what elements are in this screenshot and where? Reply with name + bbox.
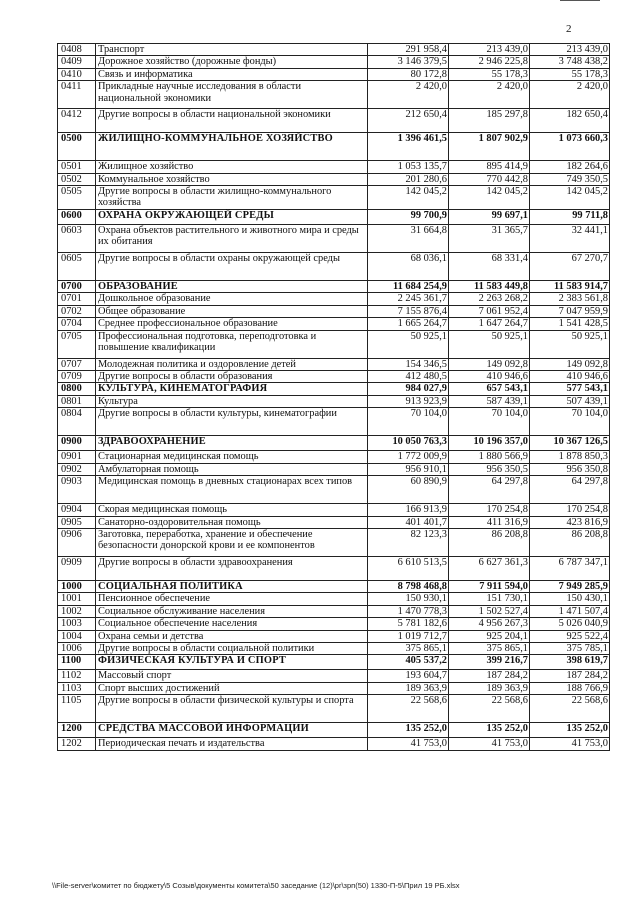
row-value-3: 11 583 914,7 (530, 281, 610, 293)
row-value-1: 375 865,1 (368, 642, 449, 654)
row-value-2: 41 753,0 (449, 738, 530, 750)
row-value-2: 7 061 952,4 (449, 305, 530, 317)
row-value-3: 5 026 040,9 (530, 618, 610, 630)
row-value-1: 3 146 379,5 (368, 56, 449, 68)
row-code: 0700 (58, 281, 96, 293)
row-value-3: 67 270,7 (530, 253, 610, 281)
row-value-2: 1 807 902,9 (449, 133, 530, 161)
row-name: ЗДРАВООХРАНЕНИЕ (96, 436, 368, 451)
row-value-3: 170 254,8 (530, 504, 610, 516)
row-value-1: 70 104,0 (368, 408, 449, 436)
row-code: 1002 (58, 605, 96, 617)
row-code: 0903 (58, 476, 96, 504)
row-value-1: 99 700,9 (368, 210, 449, 225)
row-code: 1004 (58, 630, 96, 642)
table-row (58, 330, 610, 358)
table-row (58, 318, 610, 330)
row-value-2: 956 350,5 (449, 463, 530, 475)
row-value-1: 8 798 468,8 (368, 580, 449, 592)
table-row (58, 642, 610, 654)
row-value-1: 11 684 254,9 (368, 281, 449, 293)
row-value-2: 399 216,7 (449, 655, 530, 670)
row-value-2: 189 363,9 (449, 682, 530, 694)
row-name: Амбулаторная помощь (96, 463, 368, 475)
row-name: Общее образование (96, 305, 368, 317)
row-name: Социальное обслуживание населения (96, 605, 368, 617)
row-code: 0603 (58, 225, 96, 253)
table-row (58, 463, 610, 475)
row-value-1: 1 019 712,7 (368, 630, 449, 642)
row-value-1: 913 923,9 (368, 395, 449, 407)
table-row (58, 670, 610, 682)
row-name: ФИЗИЧЕСКАЯ КУЛЬТУРА И СПОРТ (96, 655, 368, 670)
row-code: 1102 (58, 670, 96, 682)
table-row (58, 476, 610, 504)
row-value-2: 587 439,1 (449, 395, 530, 407)
row-value-1: 6 610 513,5 (368, 556, 449, 580)
table-row (58, 109, 610, 133)
section-row (58, 281, 610, 293)
row-value-3: 3 748 438,2 (530, 56, 610, 68)
row-value-3: 2 420,0 (530, 81, 610, 109)
row-code: 0502 (58, 173, 96, 185)
row-code: 0709 (58, 371, 96, 383)
row-name: Другие вопросы в области охраны окружающей среды (96, 253, 368, 281)
row-value-2: 2 263 268,2 (449, 293, 530, 305)
row-name: Стационарная медицинская помощь (96, 451, 368, 463)
table-row (58, 682, 610, 694)
row-value-2: 1 502 527,4 (449, 605, 530, 617)
row-value-1: 212 650,4 (368, 109, 449, 133)
table-row (58, 695, 610, 723)
row-value-3: 6 787 347,1 (530, 556, 610, 580)
page-number: 2 (566, 23, 572, 35)
row-value-3: 182 264,6 (530, 161, 610, 173)
row-name: Другие вопросы в области культуры, кинематографии (96, 408, 368, 436)
row-value-1: 201 280,6 (368, 173, 449, 185)
row-value-3: 32 441,1 (530, 225, 610, 253)
table-row (58, 358, 610, 370)
row-value-1: 5 781 182,6 (368, 618, 449, 630)
row-value-2: 22 568,6 (449, 695, 530, 723)
row-value-1: 82 123,3 (368, 528, 449, 556)
row-value-3: 7 047 959,9 (530, 305, 610, 317)
row-value-3: 142 045,2 (530, 186, 610, 210)
row-code: 0412 (58, 109, 96, 133)
row-value-2: 135 252,0 (449, 723, 530, 738)
row-value-1: 984 027,9 (368, 383, 449, 395)
row-code: 0500 (58, 133, 96, 161)
table-row (58, 305, 610, 317)
row-value-1: 135 252,0 (368, 723, 449, 738)
table-row (58, 253, 610, 281)
row-code: 0701 (58, 293, 96, 305)
row-name: СРЕДСТВА МАССОВОЙ ИНФОРМАЦИИ (96, 723, 368, 738)
section-row (58, 580, 610, 592)
row-value-1: 193 604,7 (368, 670, 449, 682)
row-value-1: 291 958,4 (368, 44, 449, 56)
table-row (58, 630, 610, 642)
row-value-1: 1 396 461,5 (368, 133, 449, 161)
row-value-2: 770 442,8 (449, 173, 530, 185)
row-value-1: 31 664,8 (368, 225, 449, 253)
row-value-3: 1 878 850,3 (530, 451, 610, 463)
row-name: Скорая медицинская помощь (96, 504, 368, 516)
row-value-2: 55 178,3 (449, 68, 530, 80)
row-code: 1200 (58, 723, 96, 738)
row-code: 0705 (58, 330, 96, 358)
row-value-3: 2 383 561,8 (530, 293, 610, 305)
row-value-1: 41 753,0 (368, 738, 449, 750)
table-row (58, 593, 610, 605)
row-code: 0411 (58, 81, 96, 109)
row-value-2: 213 439,0 (449, 44, 530, 56)
row-name: Периодическая печать и издательства (96, 738, 368, 750)
row-name: Заготовка, переработка, хранение и обеспечение безопасности донорской крови и ее компонентов (96, 528, 368, 556)
row-value-3: 10 367 126,5 (530, 436, 610, 451)
row-value-1: 412 480,5 (368, 371, 449, 383)
row-value-2: 6 627 361,3 (449, 556, 530, 580)
table-row (58, 618, 610, 630)
row-value-3: 213 439,0 (530, 44, 610, 56)
row-value-3: 64 297,8 (530, 476, 610, 504)
row-code: 0902 (58, 463, 96, 475)
row-value-3: 70 104,0 (530, 408, 610, 436)
row-value-3: 507 439,1 (530, 395, 610, 407)
row-name: Охрана семьи и детства (96, 630, 368, 642)
row-name: ЖИЛИЩНО-КОММУНАЛЬНОЕ ХОЗЯЙСТВО (96, 133, 368, 161)
row-value-2: 170 254,8 (449, 504, 530, 516)
table-row (58, 186, 610, 210)
row-value-1: 1 665 264,7 (368, 318, 449, 330)
row-code: 0408 (58, 44, 96, 56)
row-name: Пенсионное обеспечение (96, 593, 368, 605)
row-value-3: 50 925,1 (530, 330, 610, 358)
row-value-2: 895 414,9 (449, 161, 530, 173)
row-code: 1001 (58, 593, 96, 605)
row-code: 0906 (58, 528, 96, 556)
table-row (58, 395, 610, 407)
row-code: 0410 (58, 68, 96, 80)
row-name: Прикладные научные исследования в области национальной экономики (96, 81, 368, 109)
row-value-3: 577 543,1 (530, 383, 610, 395)
row-value-3: 135 252,0 (530, 723, 610, 738)
row-value-2: 411 316,9 (449, 516, 530, 528)
row-name: Молодежная политика и оздоровление детей (96, 358, 368, 370)
row-value-3: 398 619,7 (530, 655, 610, 670)
section-row (58, 436, 610, 451)
row-value-3: 749 350,5 (530, 173, 610, 185)
row-name: Дошкольное образование (96, 293, 368, 305)
row-value-3: 41 753,0 (530, 738, 610, 750)
table-row (58, 225, 610, 253)
row-value-1: 7 155 876,4 (368, 305, 449, 317)
table-row (58, 528, 610, 556)
row-value-2: 187 284,2 (449, 670, 530, 682)
row-code: 1003 (58, 618, 96, 630)
table-row (58, 173, 610, 185)
row-value-3: 925 522,4 (530, 630, 610, 642)
row-code: 1000 (58, 580, 96, 592)
table-row (58, 44, 610, 56)
row-name: Жилищное хозяйство (96, 161, 368, 173)
row-name: Другие вопросы в области национальной экономики (96, 109, 368, 133)
row-code: 0901 (58, 451, 96, 463)
row-code: 0900 (58, 436, 96, 451)
table-row (58, 56, 610, 68)
table-row (58, 605, 610, 617)
row-value-3: 86 208,8 (530, 528, 610, 556)
row-value-2: 925 204,1 (449, 630, 530, 642)
row-name: Связь и информатика (96, 68, 368, 80)
row-name: ОБРАЗОВАНИЕ (96, 281, 368, 293)
row-name: ОХРАНА ОКРУЖАЮЩЕЙ СРЕДЫ (96, 210, 368, 225)
row-name: Социальное обеспечение населения (96, 618, 368, 630)
row-name: Транспорт (96, 44, 368, 56)
budget-table (57, 43, 610, 751)
table-row (58, 293, 610, 305)
row-value-1: 80 172,8 (368, 68, 449, 80)
row-code: 0501 (58, 161, 96, 173)
row-name: Другие вопросы в области жилищно-коммунального хозяйства (96, 186, 368, 210)
row-code: 1202 (58, 738, 96, 750)
row-value-2: 185 297,8 (449, 109, 530, 133)
row-value-2: 86 208,8 (449, 528, 530, 556)
row-name: СОЦИАЛЬНАЯ ПОЛИТИКА (96, 580, 368, 592)
row-value-2: 64 297,8 (449, 476, 530, 504)
row-value-3: 375 785,1 (530, 642, 610, 654)
row-value-3: 410 946,6 (530, 371, 610, 383)
row-value-3: 22 568,6 (530, 695, 610, 723)
row-value-1: 401 401,7 (368, 516, 449, 528)
row-value-2: 657 543,1 (449, 383, 530, 395)
row-value-2: 11 583 449,8 (449, 281, 530, 293)
row-value-1: 50 925,1 (368, 330, 449, 358)
row-code: 0904 (58, 504, 96, 516)
row-value-2: 50 925,1 (449, 330, 530, 358)
row-code: 0702 (58, 305, 96, 317)
row-value-1: 10 050 763,3 (368, 436, 449, 451)
row-code: 1105 (58, 695, 96, 723)
page-corner-mark (560, 0, 600, 4)
table-row (58, 556, 610, 580)
row-code: 0605 (58, 253, 96, 281)
row-value-2: 7 911 594,0 (449, 580, 530, 592)
row-name: КУЛЬТУРА, КИНЕМАТОГРАФИЯ (96, 383, 368, 395)
row-value-2: 99 697,1 (449, 210, 530, 225)
row-value-1: 189 363,9 (368, 682, 449, 694)
row-value-3: 423 816,9 (530, 516, 610, 528)
row-name: Спорт высших достижений (96, 682, 368, 694)
row-name: Массовый спорт (96, 670, 368, 682)
row-value-1: 166 913,9 (368, 504, 449, 516)
row-value-1: 60 890,9 (368, 476, 449, 504)
row-code: 1100 (58, 655, 96, 670)
table-row (58, 738, 610, 750)
row-value-3: 1 471 507,4 (530, 605, 610, 617)
row-code: 0909 (58, 556, 96, 580)
row-name: Другие вопросы в области образования (96, 371, 368, 383)
row-code: 0905 (58, 516, 96, 528)
footer-file-path: \\File-server\комитет по бюджету\5 Созыв\документы комитета\50 заседание (12)\pr\зрп(50) 1330-П-5\Прил 19 РБ.xlsx (52, 881, 460, 890)
row-value-3: 1 541 428,5 (530, 318, 610, 330)
row-value-3: 956 350,8 (530, 463, 610, 475)
row-value-2: 1 880 566,9 (449, 451, 530, 463)
row-value-3: 182 650,4 (530, 109, 610, 133)
row-code: 0409 (58, 56, 96, 68)
row-code: 1006 (58, 642, 96, 654)
row-value-2: 31 365,7 (449, 225, 530, 253)
row-value-1: 2 245 361,7 (368, 293, 449, 305)
section-row (58, 723, 610, 738)
row-code: 0505 (58, 186, 96, 210)
row-value-2: 410 946,6 (449, 371, 530, 383)
row-name: Охрана объектов растительного и животного мира и среды их обитания (96, 225, 368, 253)
row-value-1: 2 420,0 (368, 81, 449, 109)
row-value-2: 1 647 264,7 (449, 318, 530, 330)
row-value-3: 149 092,8 (530, 358, 610, 370)
table-row (58, 68, 610, 80)
row-code: 0800 (58, 383, 96, 395)
table-row (58, 451, 610, 463)
row-name: Другие вопросы в области физической культуры и спорта (96, 695, 368, 723)
row-code: 0707 (58, 358, 96, 370)
row-value-2: 151 730,1 (449, 593, 530, 605)
row-value-3: 55 178,3 (530, 68, 610, 80)
row-name: Культура (96, 395, 368, 407)
row-name: Другие вопросы в области здравоохранения (96, 556, 368, 580)
row-code: 0801 (58, 395, 96, 407)
row-value-3: 99 711,8 (530, 210, 610, 225)
row-value-1: 68 036,1 (368, 253, 449, 281)
row-value-1: 956 910,1 (368, 463, 449, 475)
row-value-3: 188 766,9 (530, 682, 610, 694)
row-value-2: 375 865,1 (449, 642, 530, 654)
row-value-2: 4 956 267,3 (449, 618, 530, 630)
section-row (58, 133, 610, 161)
row-value-3: 1 073 660,3 (530, 133, 610, 161)
row-value-1: 150 930,1 (368, 593, 449, 605)
row-name: Коммунальное хозяйство (96, 173, 368, 185)
budget-table-body (58, 44, 610, 751)
row-value-2: 142 045,2 (449, 186, 530, 210)
row-value-2: 70 104,0 (449, 408, 530, 436)
table-row (58, 81, 610, 109)
row-code: 0804 (58, 408, 96, 436)
table-row (58, 504, 610, 516)
section-row (58, 383, 610, 395)
row-name: Медицинская помощь в дневных стационарах всех типов (96, 476, 368, 504)
row-name: Другие вопросы в области социальной политики (96, 642, 368, 654)
row-code: 0600 (58, 210, 96, 225)
section-row (58, 210, 610, 225)
row-value-2: 68 331,4 (449, 253, 530, 281)
table-row (58, 408, 610, 436)
row-value-2: 149 092,8 (449, 358, 530, 370)
row-value-3: 150 430,1 (530, 593, 610, 605)
row-value-1: 1 053 135,7 (368, 161, 449, 173)
row-value-1: 22 568,6 (368, 695, 449, 723)
row-value-2: 2 420,0 (449, 81, 530, 109)
table-row (58, 516, 610, 528)
row-name: Дорожное хозяйство (дорожные фонды) (96, 56, 368, 68)
row-value-1: 405 537,2 (368, 655, 449, 670)
row-value-1: 1 772 009,9 (368, 451, 449, 463)
row-value-2: 2 946 225,8 (449, 56, 530, 68)
row-name: Санаторно-оздоровительная помощь (96, 516, 368, 528)
row-value-1: 154 346,5 (368, 358, 449, 370)
row-value-1: 142 045,2 (368, 186, 449, 210)
section-row (58, 655, 610, 670)
row-code: 0704 (58, 318, 96, 330)
row-value-1: 1 470 778,3 (368, 605, 449, 617)
row-value-3: 187 284,2 (530, 670, 610, 682)
table-row (58, 161, 610, 173)
row-value-3: 7 949 285,9 (530, 580, 610, 592)
row-value-2: 10 196 357,0 (449, 436, 530, 451)
row-name: Среднее профессиональное образование (96, 318, 368, 330)
row-code: 1103 (58, 682, 96, 694)
table-row (58, 371, 610, 383)
row-name: Профессиональная подготовка, переподготовка и повышение квалификации (96, 330, 368, 358)
